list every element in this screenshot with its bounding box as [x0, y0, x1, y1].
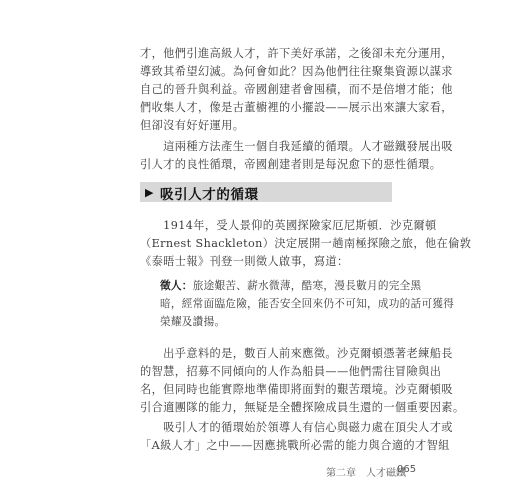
paragraph-line: 導致其希望幻滅。為何會如此？因為他們往往聚集資源以謀求	[140, 65, 453, 78]
paragraph-line: 自己的晉升與利益。帝國創建者會囤積，而不是倍增才能；他	[140, 83, 453, 96]
paragraph-line: 的智慧，招募不同傾向的人作為船員——他們需往冒險與出	[140, 365, 442, 378]
quote-line: 暗，經常面臨危險，能否安全回來仍不可知，成功的話可獲得	[160, 298, 455, 310]
paragraph-line: 引合適團隊的能力，無疑是全體探險成員生還的一個重要因素。	[140, 401, 465, 414]
paragraph-line: 1914年，受人景仰的英國探險家厄尼斯頓．沙克爾頓	[140, 219, 437, 232]
section-title: 吸引人才的循環	[160, 187, 259, 203]
page-number: 065	[397, 464, 417, 475]
section-heading	[140, 182, 392, 202]
paragraph-line: 出乎意料的是，數百人前來應徵。沙克爾頓憑著老練船長	[140, 347, 453, 360]
paragraph-line: 《泰晤士報》刊登一則徵人啟事，寫道：	[140, 255, 349, 268]
paragraph-line: 吸引人才的循環始於領導人有信心與磁力處在頂尖人才或	[140, 421, 453, 434]
quote-label: 徵人：	[160, 280, 193, 292]
paragraph-line: 才，他們引進高級人才，許下美好承諾，之後卻未充分運用，	[140, 47, 453, 60]
paragraph-line: 們收集人才，像是古董櫥裡的小擺設——展示出來讓大家看，	[140, 101, 453, 114]
paragraph-line: 這兩種方法產生一個自我延續的循環。人才磁鐵發展出吸	[140, 140, 453, 153]
quote-text: 旅途艱苦、薪水微薄，酷寒，漫長數月的完全黑	[192, 280, 422, 292]
triangle-bullet-icon: ▶	[145, 186, 154, 199]
paragraph-line: 「A級人才」之中——因應挑戰所必需的能力與合適的才智組	[140, 439, 450, 452]
paragraph-line: 但卻沒有好好運用。	[140, 119, 245, 132]
chapter-running-footer: 第二章 人才磁鐵	[326, 468, 406, 479]
paragraph-line: （Ernest Shackleton）決定展開一趟南極探險之旅，他在倫敦	[140, 237, 472, 250]
quote-line	[160, 278, 422, 295]
paragraph-line: 名，但同時也能實際地準備即將面對的艱苦環境。沙克爾頓吸	[140, 383, 453, 396]
paragraph-line: 引人才的良性循環，帝國創建者則是每況愈下的惡性循環。	[140, 158, 442, 171]
quote-line: 榮耀及讚揚。	[160, 316, 226, 328]
